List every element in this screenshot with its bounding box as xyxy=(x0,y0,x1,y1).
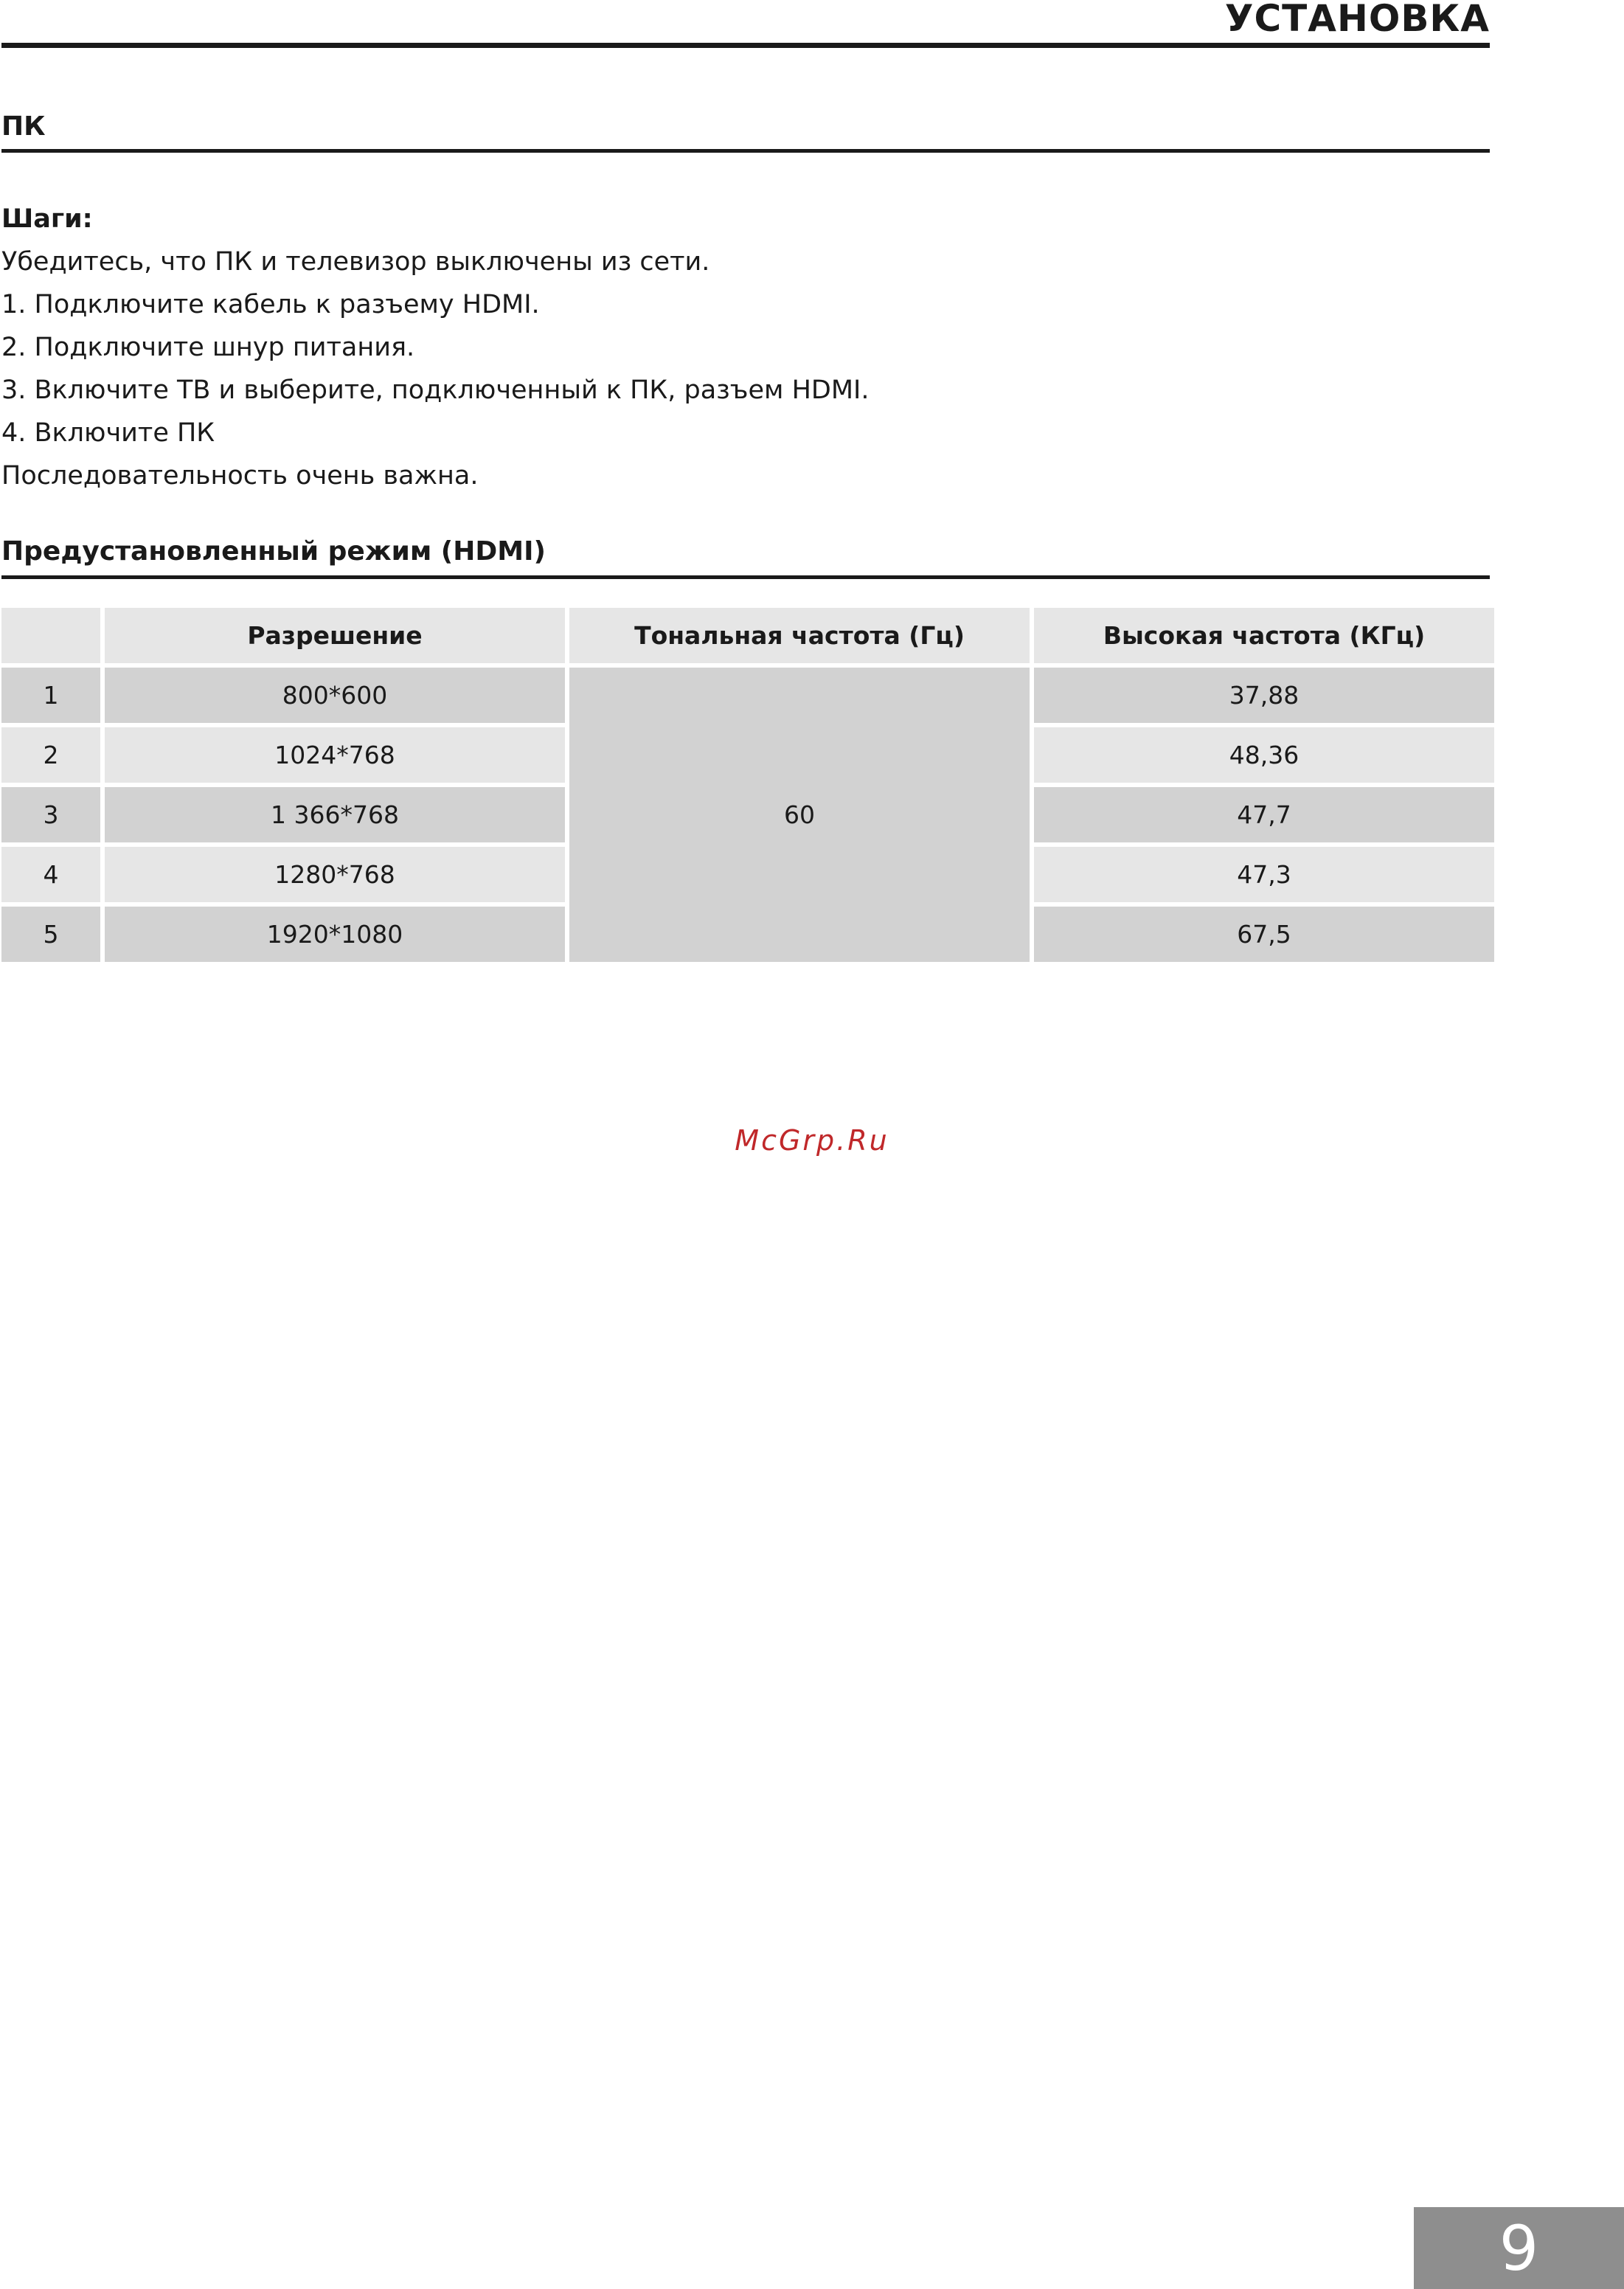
row-resolution: 1920*1080 xyxy=(105,907,565,962)
row-index: 1 xyxy=(1,668,100,723)
merged-vertical-frequency: 60 xyxy=(569,668,1030,962)
steps-title: Шаги: xyxy=(1,204,93,234)
steps-line: Убедитесь, что ПК и телевизор выключены из сети. xyxy=(1,247,710,277)
row-index: 4 xyxy=(1,847,100,902)
row-index: 5 xyxy=(1,907,100,962)
table-header-row xyxy=(1,608,1494,663)
steps-line: 2. Подключите шнур питания. xyxy=(1,333,415,362)
page-title: УСТАНОВКА xyxy=(1224,0,1490,40)
steps-line: 3. Включите ТВ и выберите, подключенный к ПК, разъем HDMI. xyxy=(1,375,870,405)
section-title-modes: Предустановленный режим (HDMI) xyxy=(1,536,546,567)
row-horizontal-frequency: 67,5 xyxy=(1034,907,1494,962)
steps-block xyxy=(1,198,870,497)
steps-line: 1. Подключите кабель к разъему HDMI. xyxy=(1,290,540,319)
row-horizontal-frequency: 37,88 xyxy=(1034,668,1494,723)
row-index: 2 xyxy=(1,727,100,783)
watermark: McGrp.Ru xyxy=(735,1124,889,1157)
preset-modes-table xyxy=(0,603,1499,966)
row-index: 3 xyxy=(1,787,100,842)
row-horizontal-frequency: 48,36 xyxy=(1034,727,1494,783)
section-title-pc: ПК xyxy=(1,111,46,142)
table-header-resolution: Разрешение xyxy=(105,608,565,663)
row-resolution: 800*600 xyxy=(105,668,565,723)
header-rule xyxy=(1,43,1490,48)
page-number: 9 xyxy=(1499,2212,1539,2285)
row-horizontal-frequency: 47,3 xyxy=(1034,847,1494,902)
steps-line: Последовательность очень важна. xyxy=(1,461,479,491)
table-header-horizontal-frequency: Высокая частота (КГц) xyxy=(1034,608,1494,663)
section-rule-pc xyxy=(1,149,1490,153)
table-header-index xyxy=(1,608,100,663)
row-resolution: 1 366*768 xyxy=(105,787,565,842)
row-resolution: 1024*768 xyxy=(105,727,565,783)
steps-line: 4. Включите ПК xyxy=(1,418,215,448)
row-resolution: 1280*768 xyxy=(105,847,565,902)
table-row xyxy=(1,668,1494,723)
table-header-vertical-frequency: Тональная частота (Гц) xyxy=(569,608,1030,663)
section-rule-modes xyxy=(1,575,1490,579)
page-number-box xyxy=(1414,2207,1624,2289)
row-horizontal-frequency: 47,7 xyxy=(1034,787,1494,842)
